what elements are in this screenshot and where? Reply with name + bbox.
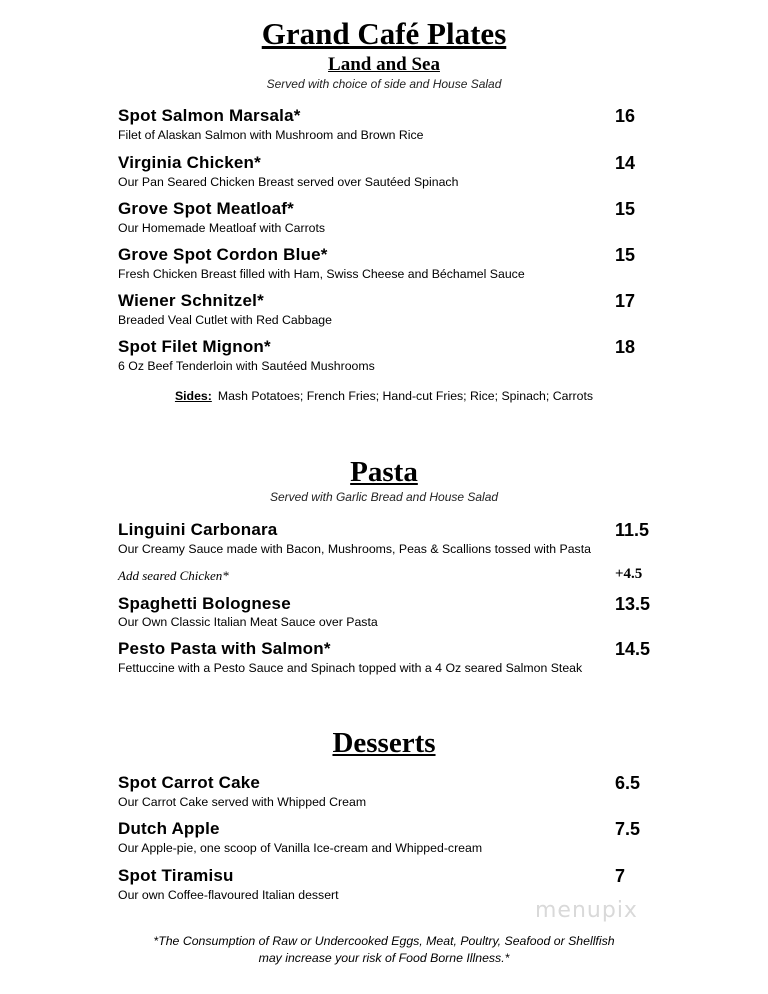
footnote-line-1: *The Consumption of Raw or Undercooked Eggs, Meat, Poultry, Seafood or Shellfish <box>153 934 615 948</box>
item-name: Wiener Schnitzel* <box>118 291 264 310</box>
item-name: Spot Carrot Cake <box>118 773 261 792</box>
item-description: Fresh Chicken Breast filled with Ham, Swiss Cheese and Béchamel Sauce <box>118 267 525 281</box>
item-description: Breaded Veal Cutlet with Red Cabbage <box>118 313 332 327</box>
page-title: Grand Café Plates <box>261 16 507 51</box>
item-description: Our own Coffee-flavoured Italian dessert <box>118 888 339 902</box>
section-title-desserts: Desserts <box>332 727 436 759</box>
item-price: 6.5 <box>615 773 641 793</box>
item-description: Our Carrot Cake served with Whipped Cream <box>118 795 367 809</box>
pasta-note: Served with Garlic Bread and House Salad <box>269 490 499 504</box>
item-name: Spaghetti Bolognese <box>118 594 291 613</box>
item-price: 7.5 <box>615 819 641 839</box>
item-name: Dutch Apple <box>118 819 220 838</box>
item-description: Our Creamy Sauce made with Bacon, Mushrooms, Peas & Scallions tossed with Pasta <box>118 542 591 556</box>
item-price: 16 <box>615 106 636 126</box>
item-description: Our Apple-pie, one scoop of Vanilla Ice-cream and Whipped-cream <box>118 841 483 855</box>
footnote <box>0 933 768 967</box>
addon-price: +4.5 <box>615 566 643 582</box>
sides-label: Sides: <box>174 389 212 403</box>
sides-text: Mash Potatoes; French Fries; Hand-cut Fries; Rice; Spinach; Carrots <box>217 389 594 403</box>
item-description: Our Pan Seared Chicken Breast served over Sautéed Spinach <box>118 175 459 189</box>
item-description: Our Own Classic Italian Meat Sauce over Pasta <box>118 615 378 629</box>
footnote-line-2: may increase your risk of Food Borne Illness.* <box>258 951 510 965</box>
sides-line <box>0 389 768 403</box>
item-name: Grove Spot Meatloaf* <box>118 199 294 218</box>
item-description: Our Homemade Meatloaf with Carrots <box>118 221 326 235</box>
item-name: Pesto Pasta with Salmon* <box>118 639 331 658</box>
addon-name: Add seared Chicken* <box>118 568 229 583</box>
item-description: 6 Oz Beef Tenderloin with Sautéed Mushrooms <box>118 359 375 373</box>
item-price: 15 <box>615 199 636 219</box>
item-name: Spot Tiramisu <box>118 866 234 885</box>
section-title-pasta: Pasta <box>350 456 418 488</box>
plates-note: Served with choice of side and House Salad <box>266 77 502 91</box>
item-price: 17 <box>615 291 636 311</box>
item-description: Filet of Alaskan Salmon with Mushroom and Brown Rice <box>118 128 424 142</box>
item-name: Grove Spot Cordon Blue* <box>118 245 328 264</box>
item-price: 14 <box>615 153 636 173</box>
item-name: Spot Salmon Marsala* <box>118 106 301 125</box>
menupix-watermark: menupix <box>535 898 638 923</box>
item-price: 18 <box>615 337 636 357</box>
item-price: 15 <box>615 245 636 265</box>
item-price: 11.5 <box>615 520 650 540</box>
item-name: Linguini Carbonara <box>118 520 278 539</box>
section-subtitle-land-and-sea: Land and Sea <box>328 54 440 75</box>
item-name: Spot Filet Mignon* <box>118 337 271 356</box>
item-price: 13.5 <box>615 594 651 614</box>
item-price: 14.5 <box>615 639 651 659</box>
item-name: Virginia Chicken* <box>118 153 261 172</box>
item-description: Fettuccine with a Pesto Sauce and Spinach topped with a 4 Oz seared Salmon Steak <box>118 661 583 675</box>
item-price: 7 <box>615 866 626 886</box>
